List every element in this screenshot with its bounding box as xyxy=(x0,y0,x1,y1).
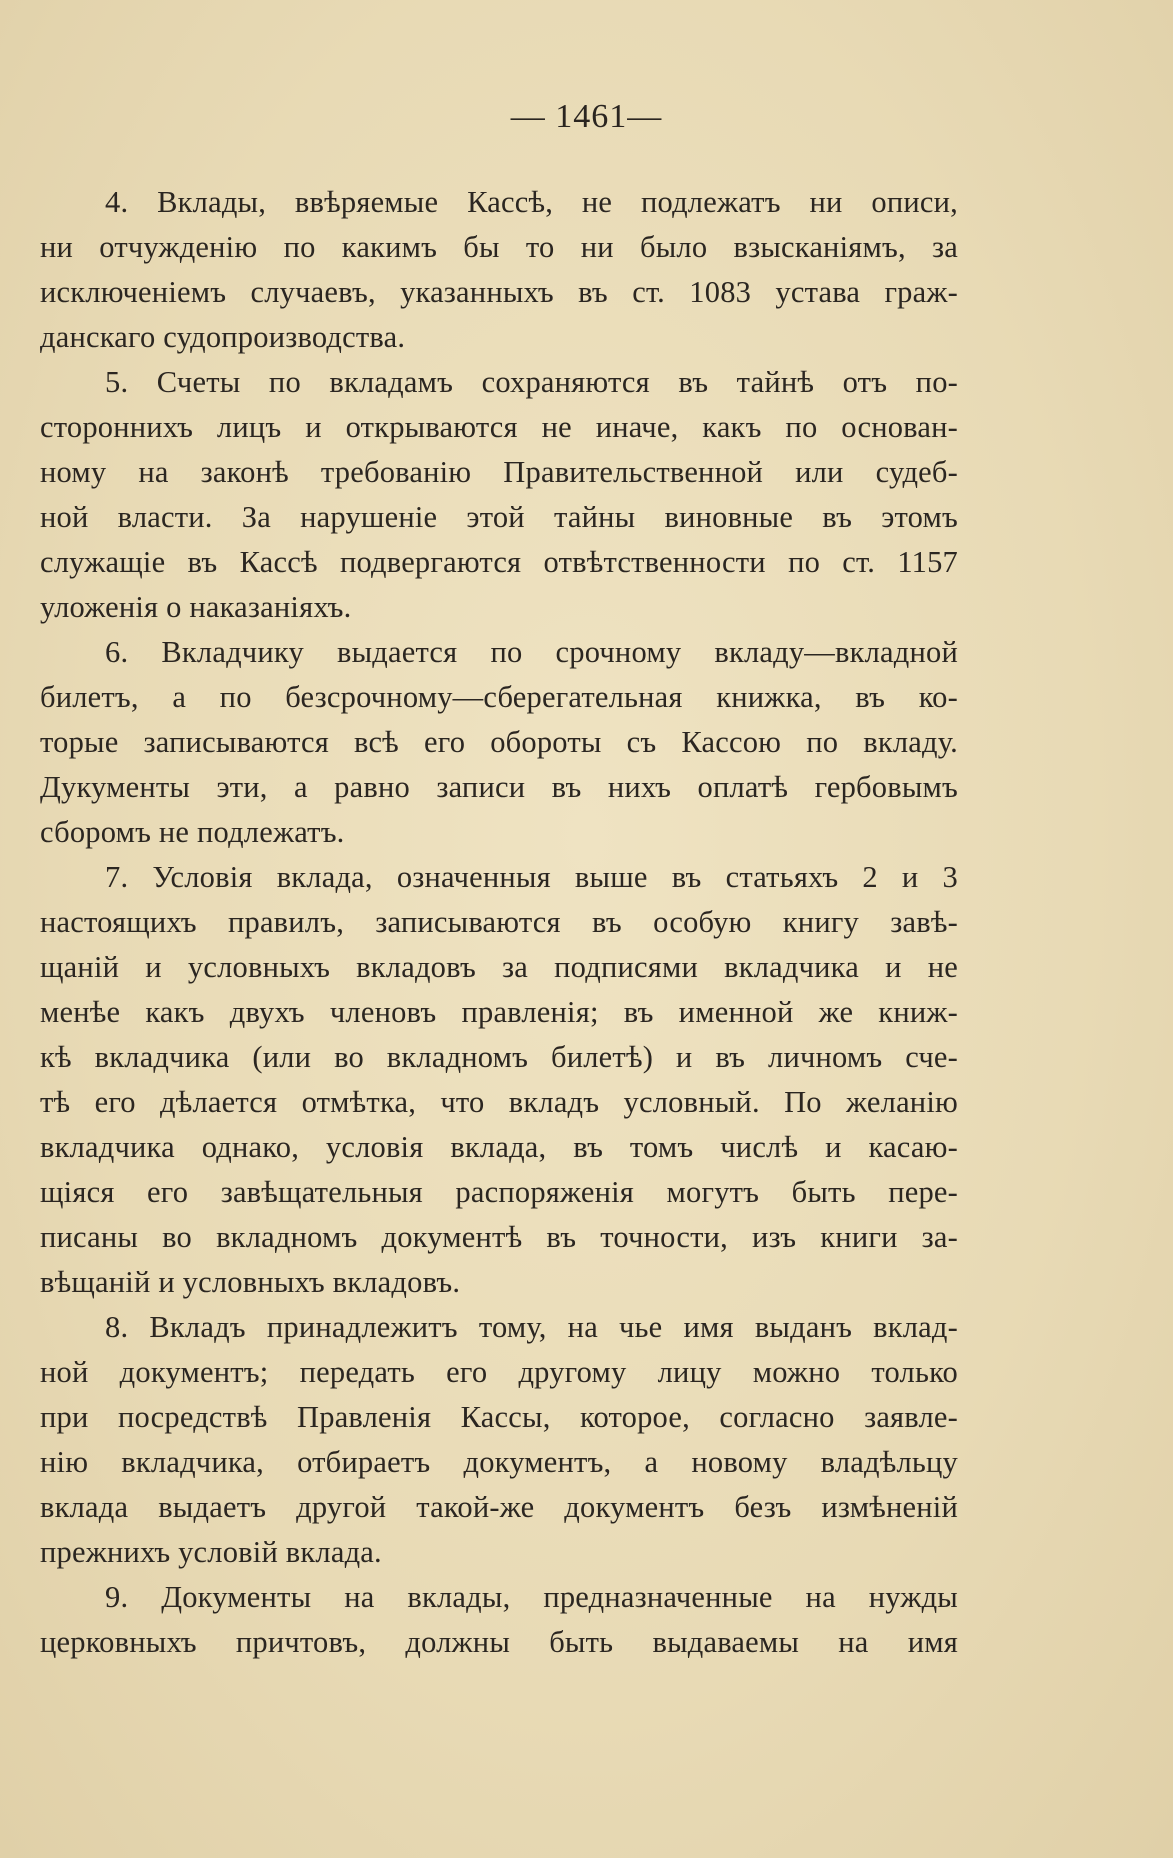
text-line: при посредствѣ Правленія Кассы, которое, согласно заявле- xyxy=(40,1400,958,1434)
text-line: торые записываются всѣ его обороты съ Кассою по вкладу. xyxy=(40,725,958,759)
body-text xyxy=(40,180,958,1665)
text-line: вкладчика однако, условія вклада, въ томъ числѣ и касаю- xyxy=(40,1130,958,1164)
paragraph xyxy=(40,855,958,1305)
text-line: сборомъ не подлежатъ. xyxy=(40,815,345,849)
text-line: щаній и условныхъ вкладовъ за подписями вкладчика и не xyxy=(40,950,958,984)
text-line: 8. Вкладъ принадлежитъ тому, на чье имя выданъ вклад- xyxy=(105,1310,958,1344)
text-line: менѣе какъ двухъ членовъ правленія; въ именной же книж- xyxy=(40,995,958,1029)
paragraph xyxy=(40,630,958,855)
paragraph xyxy=(40,1305,958,1575)
paragraph xyxy=(40,180,958,360)
text-line: служащіе въ Кассѣ подвергаются отвѣтственности по ст. 1157 xyxy=(40,545,958,579)
text-line: вклада выдаетъ другой такой-же документъ безъ измѣненій xyxy=(40,1490,958,1524)
paragraph xyxy=(40,1575,958,1665)
paragraph xyxy=(40,360,958,630)
text-line: ному на законѣ требованію Правительственной или судеб- xyxy=(40,455,958,489)
text-line: исключеніемъ случаевъ, указанныхъ въ ст. 1083 устава граж- xyxy=(40,275,958,309)
text-line: 6. Вкладчику выдается по срочному вкладу—вкладной xyxy=(105,635,958,669)
text-line: ни отчужденію по какимъ бы то ни было взысканіямъ, за xyxy=(40,230,958,264)
text-line: 7. Условія вклада, означенныя выше въ статьяхъ 2 и 3 xyxy=(105,860,958,894)
text-line: писаны во вкладномъ документѣ въ точности, изъ книги за- xyxy=(40,1220,958,1254)
text-line: данскаго судопроизводства. xyxy=(40,320,406,354)
text-line: щіяся его завѣщательныя распоряженія могутъ быть пере- xyxy=(40,1175,958,1209)
text-line: стороннихъ лицъ и открываются не иначе, какъ по основан- xyxy=(40,410,958,444)
text-line: ной документъ; передать его другому лицу можно только xyxy=(40,1355,958,1389)
text-line: 5. Счеты по вкладамъ сохраняются въ тайнѣ отъ по- xyxy=(105,365,958,399)
text-line: церковныхъ причтовъ, должны быть выдаваемы на имя xyxy=(40,1625,958,1659)
text-line: настоящихъ правилъ, записываются въ особую книгу завѣ- xyxy=(40,905,958,939)
text-line: кѣ вкладчика (или во вкладномъ билетѣ) и въ личномъ сче- xyxy=(40,1040,958,1074)
text-line: уложенія о наказаніяхъ. xyxy=(40,590,352,624)
text-line: ной власти. За нарушеніе этой тайны виновные въ этомъ xyxy=(40,500,958,534)
text-line: нію вкладчика, отбираетъ документъ, а новому владѣльцу xyxy=(40,1445,958,1479)
page-number: — 1461— xyxy=(510,98,663,135)
text-line: тѣ его дѣлается отмѣтка, что вкладъ условный. По желанію xyxy=(40,1085,958,1119)
text-line: билетъ, а по безсрочному—сберегательная книжка, въ ко- xyxy=(40,680,958,714)
text-line: 9. Документы на вклады, предназначенные на нужды xyxy=(105,1580,958,1614)
text-line: Дукументы эти, а равно записи въ нихъ оплатѣ гербовымъ xyxy=(40,770,958,804)
text-line: вѣщаній и условныхъ вкладовъ. xyxy=(40,1265,461,1299)
text-line: 4. Вклады, ввѣряемые Кассѣ, не подлежатъ ни описи, xyxy=(105,185,958,219)
text-line: прежнихъ условій вклада. xyxy=(40,1535,382,1569)
